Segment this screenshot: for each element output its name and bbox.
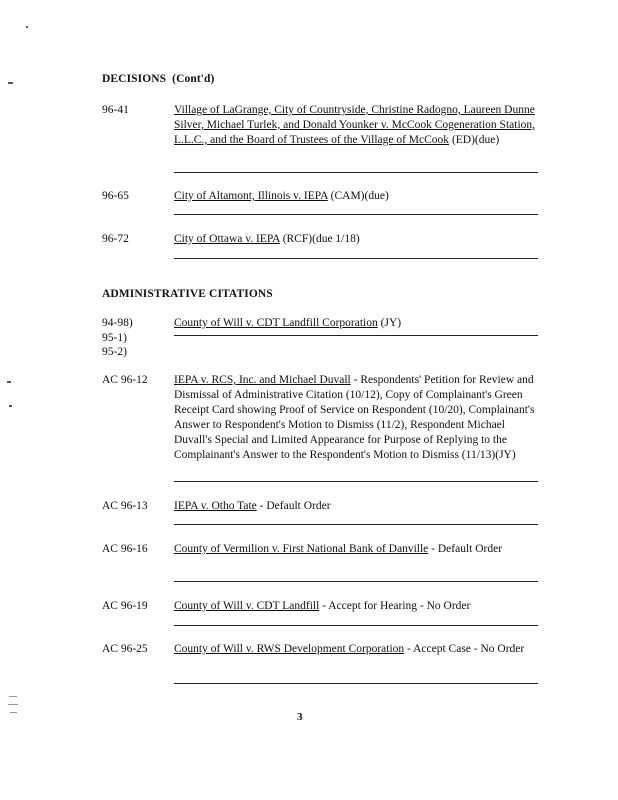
entry-number-line: 94-98) [102, 317, 133, 329]
case-title: County of Will v. CDT Landfill [174, 600, 320, 612]
case-note: - Default Order [256, 500, 331, 512]
entry-number: AC 96-12 [102, 374, 148, 386]
case-note: (RCF)(due 1/18) [279, 233, 360, 245]
page-number: 3 [297, 711, 303, 723]
entry-text [174, 542, 536, 557]
entry-text [174, 103, 536, 148]
case-title: County of Vermilion v. First National Bank of Danville [174, 543, 429, 555]
entry-rule [174, 683, 538, 684]
entry-text [174, 232, 536, 247]
case-title: IEPA v. Otho Tate [174, 500, 257, 512]
scan-speck [26, 26, 28, 28]
entry-rule [174, 625, 538, 626]
case-title: City of Ottawa v. IEPA [174, 233, 280, 245]
entry-text [174, 599, 536, 614]
scan-speck [8, 82, 13, 84]
entry-rule [174, 258, 538, 259]
case-note: - Accept for Hearing - No Order [319, 600, 471, 612]
case-note: - Respondents' Petition for Review and Dismissal of Administrative Citation (10/12), Copy of Complainant's Green Receipt Card showing Proof of Service on Respondent (10/20), Complainant's Answer to Respondent's Motion to Dismiss (11/2), Respondent Michael Duvall's Special and Limited Appearance for Purpose of Replying to the Complainant's Answer to the Respondent's Motion to Dismiss (11/13)(JY) [174, 374, 535, 461]
entry-number: 96-41 [102, 104, 129, 116]
scan-speck [10, 712, 17, 713]
entry-number: 96-72 [102, 233, 129, 245]
decisions-heading [102, 73, 214, 85]
entry-rule [174, 335, 538, 336]
entry-rule [174, 481, 538, 482]
entry-rule [174, 581, 538, 582]
entry-number: AC 96-13 [102, 500, 148, 512]
case-title: Village of LaGrange, City of Countryside, Christine Radogno, Laureen Dunne Silver, Michael Turlek, and Donald Younker v. McCook Cogeneration Station, L.L.C., and the Board of Trustees of the Village of McCook [174, 104, 536, 146]
entry-number-line: 95-1) [102, 332, 127, 344]
case-note: - Default Order [428, 543, 503, 555]
case-title: County of Will v. RWS Development Corporation [174, 643, 405, 655]
case-note: (ED)(due) [449, 134, 500, 146]
case-note: - Accept Case - No Order [404, 643, 525, 655]
entry-number: AC 96-16 [102, 543, 148, 555]
case-note: (CAM)(due) [327, 190, 389, 202]
entry-text [174, 499, 536, 514]
case-title: City of Altamont, Illinois v. IEPA [174, 190, 328, 202]
scan-speck [7, 381, 11, 383]
entry-rule [174, 524, 538, 525]
entry-number: 96-65 [102, 190, 129, 202]
decisions-heading-suffix: (Cont'd) [172, 73, 215, 85]
entry-text [174, 189, 536, 204]
entry-number: AC 96-19 [102, 600, 148, 612]
entry-text [174, 316, 536, 331]
case-note: (JY) [377, 317, 402, 329]
case-title: County of Will v. CDT Landfill Corporation [174, 317, 378, 329]
entry-rule [174, 172, 538, 173]
entry-rule [174, 214, 538, 215]
scan-speck [9, 696, 17, 697]
entry-text [174, 373, 536, 463]
admin-citations-heading: ADMINISTRATIVE CITATIONS [102, 288, 273, 300]
entry-text [174, 642, 536, 657]
case-title: IEPA v. RCS, Inc. and Michael Duvall [174, 374, 351, 386]
entry-number-line: 95-2) [102, 346, 127, 358]
scan-speck [8, 704, 18, 705]
entry-number: AC 96-25 [102, 643, 148, 655]
decisions-heading-label: DECISIONS [102, 73, 167, 85]
scan-speck [9, 405, 12, 407]
